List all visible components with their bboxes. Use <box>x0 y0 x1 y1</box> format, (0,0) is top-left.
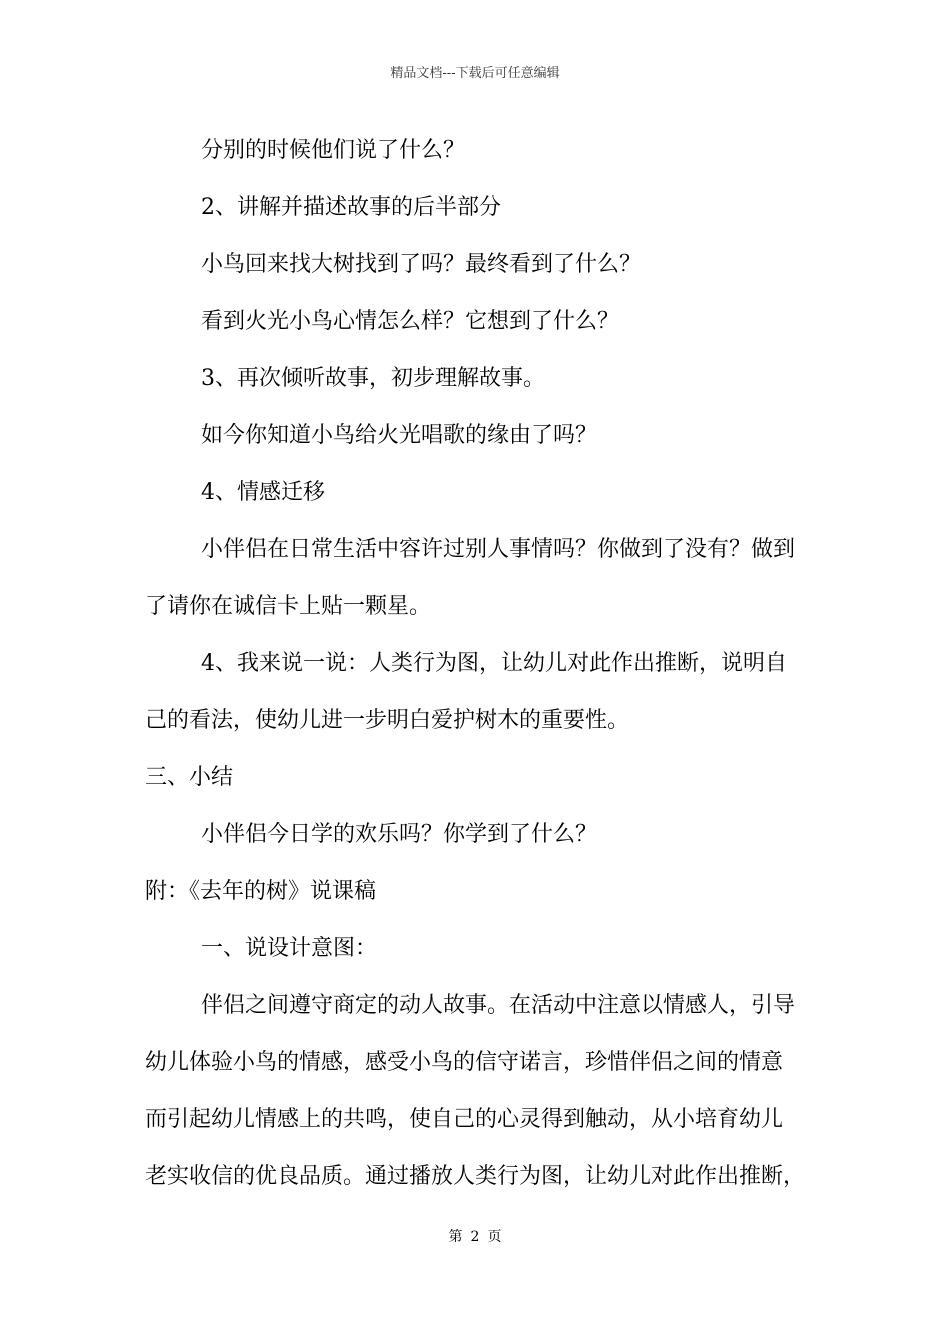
page-footer <box>0 1228 950 1246</box>
body-line: 如今你知道小鸟给火光唱歌的缘由了吗？ <box>201 423 598 448</box>
appendix-heading: 附：《去年的树》说课稿 <box>145 879 377 904</box>
page-header: 精品文档---下载后可任意编辑 <box>390 66 560 81</box>
body-line: 己的看法，使幼儿进一步明白爱护树木的重要性。 <box>145 708 630 733</box>
body-line: 小鸟回来找大树找到了吗？最终看到了什么？ <box>201 252 642 277</box>
page-number: 2 <box>470 1229 480 1245</box>
body-line: 2、讲解并描述故事的后半部分 <box>201 195 501 220</box>
body-line: 伴侣之间遵守商定的动人故事。在活动中注意以情感人，引导 <box>201 993 796 1018</box>
body-line: 小伴侣在日常生活中容许过别人事情吗？你做到了没有？做到 <box>201 537 796 562</box>
body-line: 小伴侣今日学的欢乐吗？你学到了什么？ <box>201 822 598 847</box>
body-line: 而引起幼儿情感上的共鸣，使自己的心灵得到触动，从小培育幼儿 <box>145 1107 784 1132</box>
body-line: 分别的时候他们说了什么？ <box>201 138 466 163</box>
sub-heading: 一、说设计意图： <box>201 936 378 961</box>
body-line: 4、我来说一说：人类行为图，让幼儿对此作出推断，说明自 <box>201 651 787 676</box>
body-line: 了请你在诚信卡上贴一颗星。 <box>145 594 432 619</box>
body-line: 看到火光小鸟心情怎么样？它想到了什么？ <box>201 309 620 334</box>
section-heading: 三、小结 <box>145 765 234 790</box>
body-line: 老实收信的优良品质。通过播放人类行为图，让幼儿对此作出推断， <box>145 1164 806 1189</box>
body-line: 幼儿体验小鸟的情感，感受小鸟的信守诺言，珍惜伴侣之间的情意 <box>145 1050 784 1075</box>
body-line: 4、情感迁移 <box>201 480 325 505</box>
page-prefix: 第 <box>448 1229 463 1245</box>
body-line: 3、再次倾听故事，初步理解故事。 <box>201 366 545 391</box>
page-suffix: 页 <box>487 1229 502 1245</box>
